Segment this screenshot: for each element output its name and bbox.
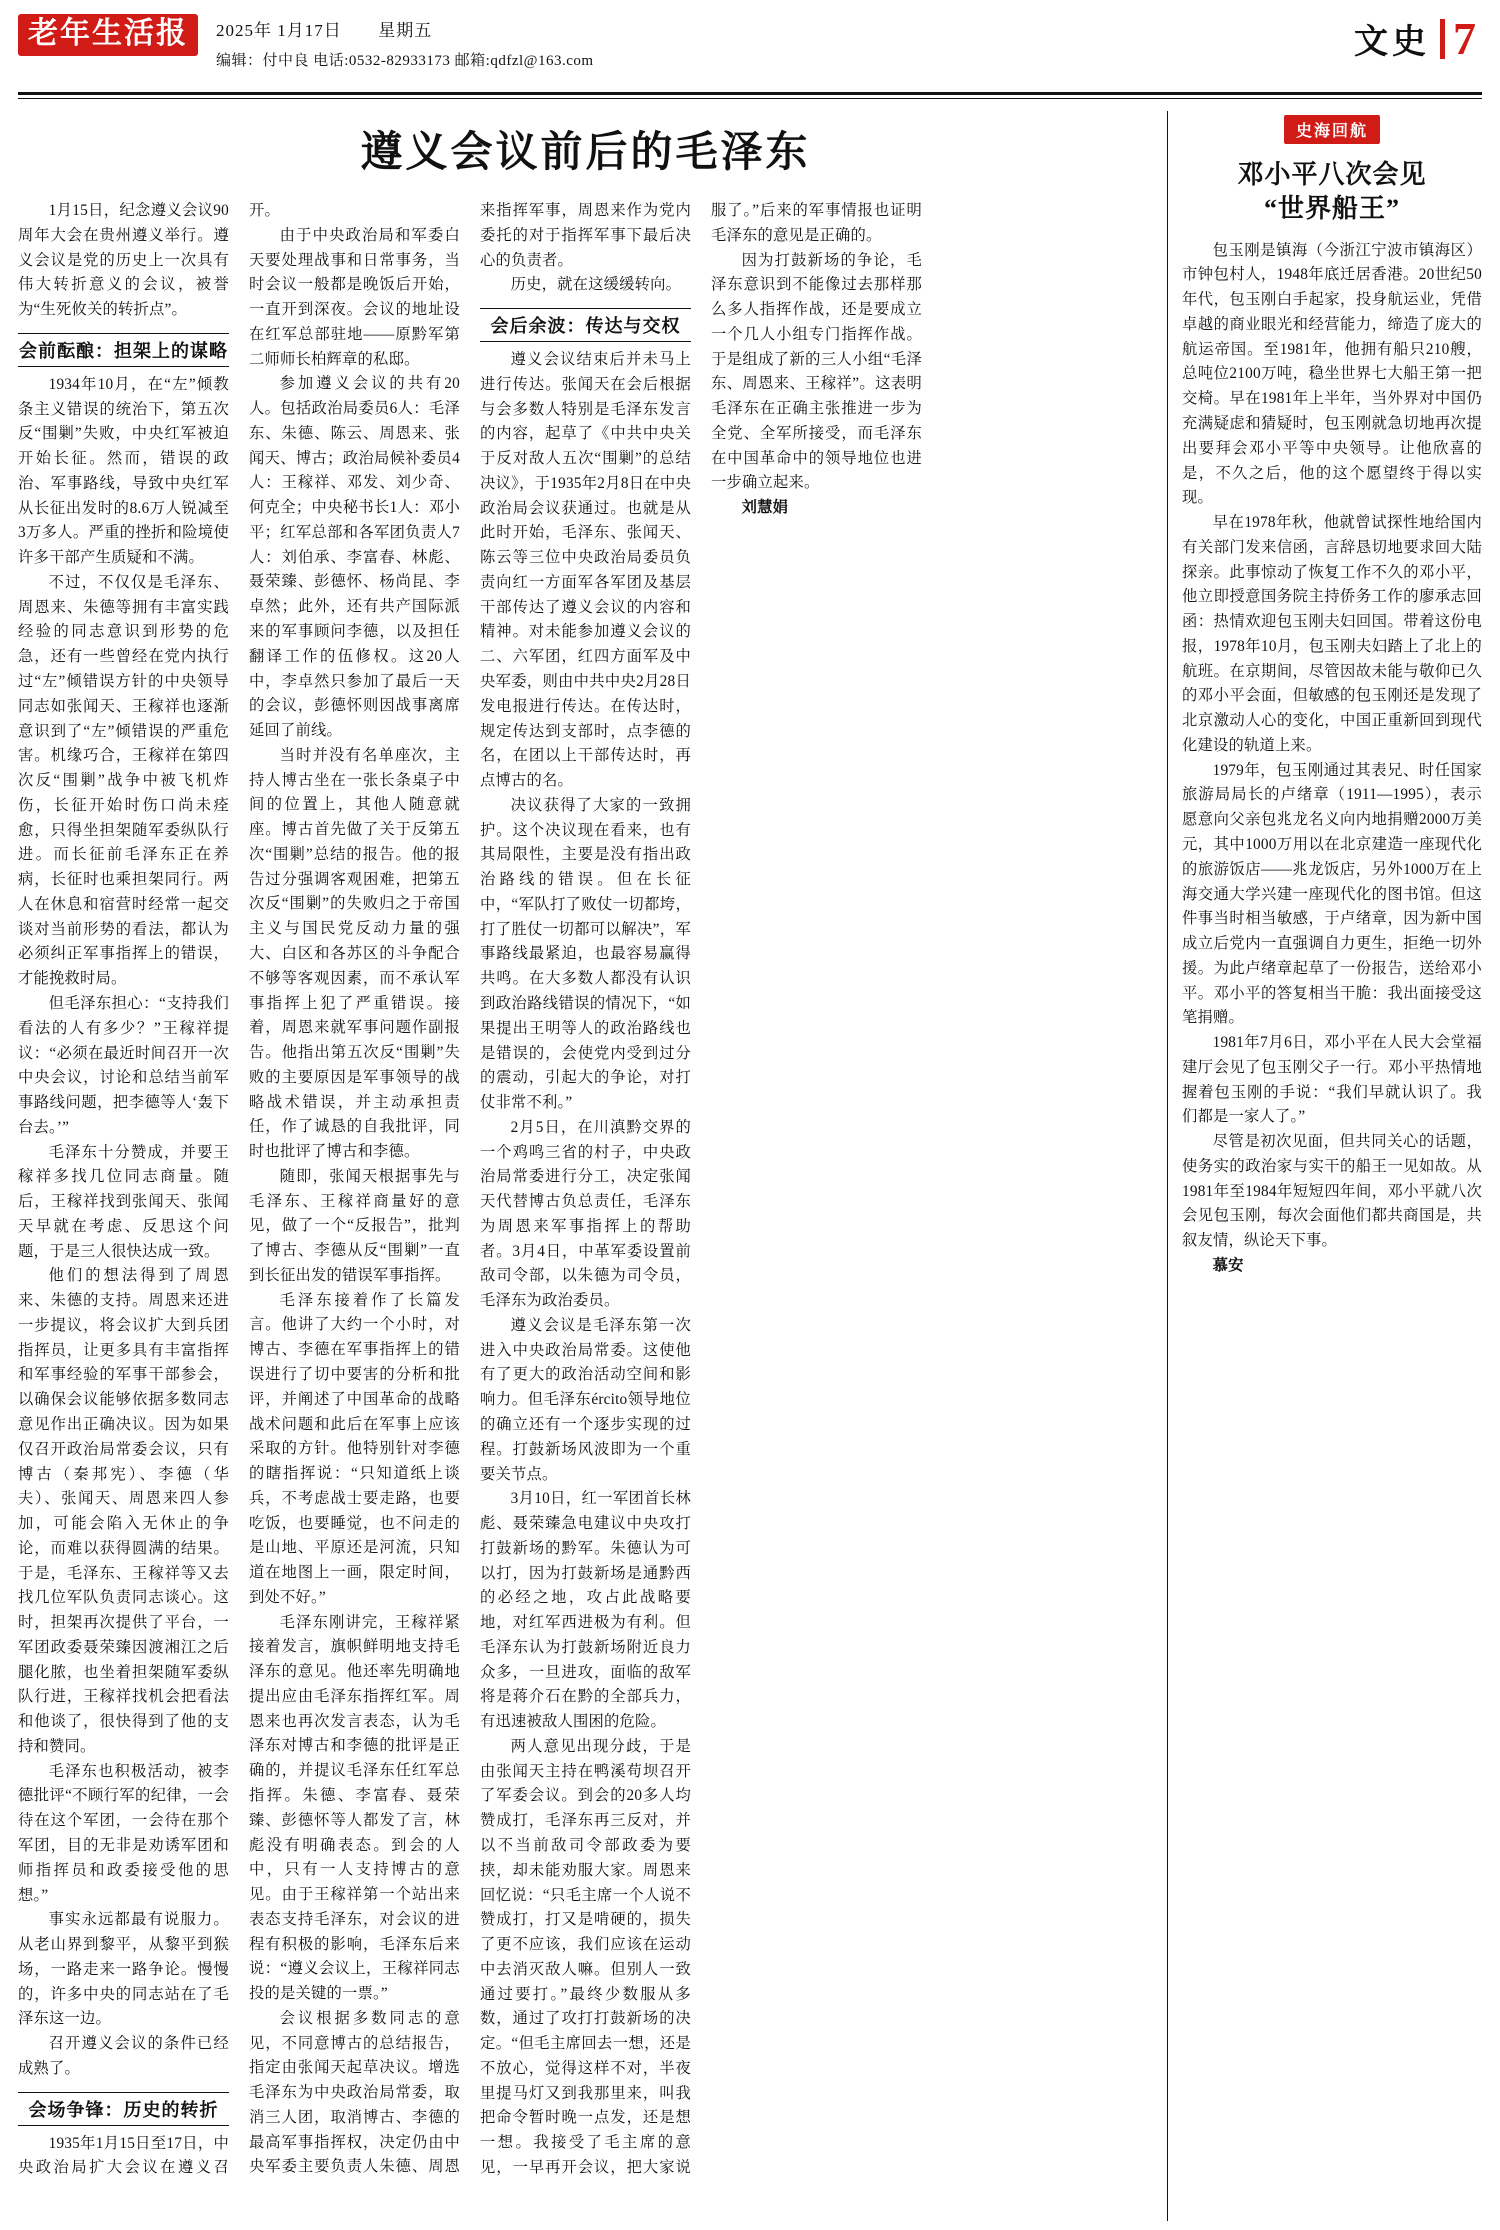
- publication-date: [216, 16, 594, 41]
- article-paragraph: 毛泽东刚讲完，王稼祥紧接着发言，旗帜鲜明地支持毛泽东的意见。他还率先明确地提出应由毛泽东指挥红军。周恩来也再次发言表态，认为毛泽东对博古和李德的批评是正确的，并提议毛泽东任红军总指挥。朱德、李富春、聂荣臻、彭德怀等人都发了言，林彪没有明确表态。到会的人中，只有一人支持博古的意见。由于王稼祥第一个站出来表态支持毛泽东，对会议的进程有积极的影响，毛泽东后来说：“遵义会议上，王稼祥同志投的是关键的一票。”: [249, 1613, 460, 2003]
- article-paragraph: 由于中央政治局和军委白天要处理战事和日常事务，当时会议一般都是晚饭后开始，一直开到深夜。会议的地址设在红军总部驻地——原黔军第二师师长柏辉章的私邸。: [249, 226, 460, 368]
- article-paragraph: 参加遵义会议的共有20人。包括政治局委员6人：毛泽东、朱德、陈云、周恩来、张闻天、博古；政治局候补委员4人：王稼祥、邓发、刘少奇、何克全；中央秘书长1人：邓小平；红军总部和各军团负责人7人：刘伯承、李富春、林彪、聂荣臻、彭德怀、杨尚昆、李卓然；此外，还有共产国际派来的军事顾问李德，以及担任翻译工作的伍修权。这20人中，李卓然只参加了最后一天的会议，彭德怀则因战事离席延回了前线。: [249, 375, 460, 740]
- page-body: [18, 111, 1482, 2221]
- article-paragraph: 决议获得了大家的一致拥护。这个决议现在看来，也有其局限性，主要是没有指出政治路线的错误。但在长征中，“军队打了败仗一切都垮，打了胜仗一切都可以解决”，军事路线最紧迫，也最容易赢得共鸣。在大多数人都没有认识到政治路线错误的情况下，“如果提出王明等人的政治路线也是错误的，会使党内受到过分的震动，引起大的争论，对打仗非常不利。”: [480, 796, 691, 1112]
- article-paragraph: 他们的想法得到了周恩来、朱德的支持。周恩来还进一步提议，将会议扩大到兵团指挥员，让更多具有丰富指挥和军事经验的军事干部参会，以确保会议能够依据多数同志意见作出正确决议。因为如果仅召开政治局常委会议，只有博古（秦邦宪）、李德（华夫）、张闻天、周恩来四人参加，可能会陷入无休止的争论，而难以获得圆满的结果。于是，毛泽东、王稼祥等又去找几位军队负责同志谈心。这时，担架再次提供了平台，一军团政委聂荣臻因渡湘江之后腿化脓，也坐着担架随军委纵队行进，王稼祥找机会把看法和他谈了，很快得到了他的支持和赞同。: [18, 1267, 229, 1755]
- page-number: 7: [1453, 12, 1476, 64]
- article-subhead-2: 会场争锋：历史的转折: [18, 2092, 229, 2126]
- article-paragraph: 2月5日，在川滇黔交界的一个鸡鸣三省的村子，中央政治局常委进行分工，决定张闻天代替博古负总责任，毛泽东为周恩来军事指挥上的帮助者。3月4日，中革军委设置前敌司令部，以朱德为司令员，毛泽东为政治委员。: [480, 1118, 691, 1310]
- article-paragraph: 遵义会议结束后并未马上进行传达。张闻天在会后根据与会多数人特别是毛泽东发言的内容，起草了《中共中央关于反对敌人五次“围剿”的总结决议》，于1935年2月8日在中央政治局会议获通过。也就是从此时开始，毛泽东、张闻天、陈云等三位中央政治局委员负责向红一方面军各军团及基层干部传达了遵义会议的内容和精神。对未能参加遵义会议的二、六军团，红四方面军及中央军委，则由中共中央2月28日发电报进行传达。在传达时，规定传达到支部时，点李德的名，在团以上干部传达时，再点博古的名。: [480, 351, 691, 790]
- sidebar-signature: 慕安: [1212, 1257, 1244, 1275]
- article-subhead-1: 会前酝酿：担架上的谋略: [18, 333, 229, 367]
- sidebar-paragraph: 1979年，包玉刚通过其表兄、时任国家旅游局局长的卢绪章（1911—1995），表示愿意向父亲包兆龙名义向内地捐赠2000万美元，其中1000万用以在北京建造一座现代化的旅游饭店——兆龙饭店，另外1000万在上海交通大学兴建一座现代化的图书馆。但这件事当时相当敏感，于卢绪章，因为新中国成立后党内一直强调自力更生，拒绝一切外援。为此卢绪章起草了一份报告，送给邓小平。邓小平的答复相当干脆：我出面接受这笔捐赠。: [1182, 761, 1482, 1027]
- article-paragraph: 不过，不仅仅是毛泽东、周恩来、朱德等拥有丰富实践经验的同志意识到形势的危急，还有一些曾经在党内执行过“左”倾错误方针的中央领导同志如张闻天、王稼祥也逐渐意识到了“左”倾错误的严重危害。机缘巧合，王稼祥在第四次反“围剿”战争中被飞机炸伤，长征开始时伤口尚未痊愈，只得坐担架随军委纵队行进。而长征前毛泽东正在养病，长征时也乘担架同行。两人在休息和宿营时经常一起交谈对当前形势的看法，都认为必须纠正军事指挥上的错误，才能挽救时局。: [18, 573, 229, 988]
- masthead: [18, 0, 1482, 88]
- sidebar-body: [1182, 239, 1482, 1279]
- article-paragraph: 毛泽东也积极活动，被李德批评“不顾行军的纪律，一会待在这个军团，一会待在那个军团，目的无非是劝诱军团和师指挥员和政委接受他的思想。”: [18, 1762, 229, 1904]
- main-article: [18, 111, 1153, 2221]
- section-divider-bar: [1440, 19, 1445, 59]
- article-paragraph: 事实永远都最有说服力。从老山界到黎平，从黎平到猴场，一路走来一路争论。慢慢的，许多中央的同志站在了毛泽东这一边。: [18, 1911, 229, 2028]
- article-paragraph: 1935年1月15日至17日，中央政治局扩大会议在遵义召开。: [18, 202, 280, 2177]
- article-paragraph: 1934年10月，在“左”倾教条主义错误的统治下，第五次反“围剿”失败，中央红军被迫开始长征。然而，错误的政治、军事路线，导致中央红军从长征出发时的8.6万人锐减至3万多人。严重的挫折和险境使许多干部产生质疑和不满。: [18, 375, 229, 567]
- article-paragraph: 当时并没有名单座次，主持人博古坐在一张长条桌子中间的位置上，其他人随意就座。博古首先做了关于反第五次“围剿”总结的报告。他的报告过分强调客观困难，把第五次反“围剿”的失败归之于帝国主义与国民党反动力量的强大、白区和各苏区的斗争配合不够等客观因素，而不承认军事指挥上犯了严重错误。接着，周恩来就军事问题作副报告。他指出第五次反“围剿”失败的主要原因是军事领导的战略战术错误，并主动承担责任，作了诚恳的自我批评，同时也批评了博古和李德。: [249, 746, 460, 1161]
- section-name: 文史: [1354, 24, 1430, 61]
- sidebar-title: [1182, 158, 1482, 227]
- section-indicator: [1354, 14, 1482, 63]
- article-paragraph: 遵义会议是毛泽东第一次进入中央政治局常委。这使他有了更大的政治活动空间和影响力。但毛泽东ército领导地位的确立还有一个逐步实现的过程。打鼓新场风波即为一个重要关节点。: [480, 1316, 691, 1483]
- article-headline: 遵义会议前后的毛泽东: [360, 130, 811, 176]
- sidebar-paragraph: 1981年7月6日，邓小平在人民大会堂福建厅会见了包玉刚父子一行。邓小平热情地握着包玉刚的手说：“我们早就认识了。我们都是一家人了。”: [1182, 1034, 1482, 1126]
- article-paragraph: 会议根据多数同志的意见，不同意博古的总结报告，指定由张闻天起草决议。增选毛泽东为中央政治局常委，取消三人团，取消博古、李德的最高军事指挥权，决定仍由中央军委主要负责人朱德、周恩来指挥军事，周恩来作为党内委托的对于指挥军事下最后决心的负责者。: [249, 202, 691, 2176]
- editor-contact-line: 编辑：付中良 电话:0532-82933173 邮箱:qdfzl@163.com: [216, 53, 594, 69]
- article-paragraph: 毛泽东接着作了长篇发言。他讲了大约一个小时，对博古、李德在军事指挥上的错误进行了切中要害的分析和批评，并阐述了中国革命的战略战术问题和此后在军事上应该采取的方针。他特别针对李德的瞎指挥说：“只知道纸上谈兵，不考虑战士要走路，也要吃饭，也要睡觉，也不问走的是山地、平原还是河流，只知道在地图上一画，限定时间，到处不好。”: [249, 1291, 460, 1606]
- article-columns: [18, 199, 1153, 2184]
- masthead-info: [216, 14, 594, 70]
- article-paragraph: 因为打鼓新场的争论，毛泽东意识到不能像过去那样那么多人指挥作战，还是要成立一个几人小组专门指挥作战。于是组成了新的三人小组“毛泽东、周恩来、王稼祥”。这表明毛泽东在正确主张推进一步为全党、全军所接受，而毛泽东在中国革命中的领导地位也进一步确立起来。: [711, 251, 922, 492]
- article-subhead-3: 会后余波：传达与交权: [480, 308, 691, 342]
- article-paragraph: 召开遵义会议的条件已经成熟了。: [18, 2035, 229, 2077]
- article-paragraph: 历史，就在这缓缓转向。: [510, 276, 682, 294]
- sidebar-paragraph: 包玉刚是镇海（今浙江宁波市镇海区）市钟包村人，1948年底迁居香港。20世纪50年代，包玉刚白手起家，投身航运业，凭借卓越的商业眼光和经营能力，缔造了庞大的航运帝国。至1981年，他拥有船只210艘，总吨位2100万吨，稳坐世界七大船王第一把交椅。早在1981年上半年，当外界对中国仍充满疑虑和猜疑时，包玉刚就急切地再次提出要拜会邓小平等中央领导。让他欣喜的是，不久之后，他的这个愿望终于得以实现。: [1182, 241, 1482, 507]
- sidebar-paragraph: 早在1978年秋，他就曾试探性地给国内有关部门发来信函，言辞恳切地要求回大陆探亲。此事惊动了恢复工作不久的邓小平，他立即授意国务院主持侨务工作的廖承志回函：热情欢迎包玉刚夫妇回国。带着这份电报，1978年10月，包玉刚夫妇踏上了北上的航班。在京期间，尽管因故未能与敬仰已久的邓小平会面，但敏感的包玉刚还是发现了北京激动人心的变化，中国正重新回到现代化建设的轨道上来。: [1182, 514, 1482, 754]
- sidebar-title-line2: “世界船王”: [1263, 194, 1400, 224]
- sidebar-article: [1182, 111, 1482, 2221]
- newspaper-logo: 老年生活报: [18, 14, 198, 56]
- sidebar-title-line1: 邓小平八次会见: [1237, 160, 1427, 189]
- date-text: 2025年 1月17日: [216, 21, 342, 40]
- article-signature: 刘慧娟: [741, 499, 789, 517]
- status-badge: 史海回航: [1284, 115, 1380, 144]
- masthead-rule-thin: [18, 98, 1482, 99]
- masthead-rule-thick: [18, 92, 1482, 95]
- article-paragraph: 3月10日，红一军团首长林彪、聂荣臻急电建议中央攻打打鼓新场的黔军。朱德认为可以打，因为打鼓新场是通黔西的必经之地，攻占此战略要地，对红军西进极为有利。但毛泽东认为打鼓新场附近良力众多，一旦进攻，面临的敌军将是蒋介石在黔的全部兵力，有迅速被敌人围困的危险。: [480, 1490, 691, 1731]
- article-paragraph: 但毛泽东担心：“支持我们看法的人有多少？”王稼祥提议：“必须在最近时间召开一次中央会议，讨论和总结当前军事路线问题，把李德等人‘轰下台去。’”: [18, 994, 229, 1136]
- weekday-text: 星期五: [378, 21, 433, 40]
- article-paragraph: 两人意见出现分歧，于是由张闻天主持在鸭溪苟坝召开了军委会议。到会的20多人均赞成打，毛泽东再三反对，并以不当前敌司令部政委为要挟，却未能劝服大家。周恩来回忆说：“只毛主席一个人说不赞成打，打又是啃硬的，损失了更不应该，我们应该在运动中去消灭敌人嘛。但别人一致通过要打。”最终少数服从多数，通过了攻打打鼓新场的决定。“但毛主席回去一想，还是不放心，觉得这样不对，半夜里提马灯又到我那里来，叫我把命令暂时晚一点发，还是想一想。我接受了毛主席的意见，一早再开会议，把大家说服了。”后来的军事情报也证明毛泽东的意见是正确的。: [480, 202, 922, 2176]
- sidebar-paragraph: 尽管是初次见面，但共同关心的话题，使务实的政治家与实干的船王一见如故。从1981年至1984年短短四年间，邓小平就八次会见包玉刚，每次会面他们都共商国是，共叙友情，纵论天下事。: [1182, 1133, 1482, 1250]
- column-divider: [1167, 111, 1168, 2221]
- article-paragraph: 1月15日，纪念遵义会议90周年大会在贵州遵义举行。遵义会议是党的历史上一次具有伟大转折意义的会议，被誉为“生死攸关的转折点”。: [18, 202, 229, 319]
- article-paragraph: 随即，张闻天根据事先与毛泽东、王稼祥商量好的意见，做了一个“反报告”，批判了博古、李德从反“围剿”一直到长征出发的错误军事指挥。: [249, 1167, 460, 1284]
- article-paragraph: 毛泽东十分赞成，并要王稼祥多找几位同志商量。随后，王稼祥找到张闻天、张闻天早就在考虑、反思这个问题，于是三人很快达成一致。: [18, 1143, 229, 1260]
